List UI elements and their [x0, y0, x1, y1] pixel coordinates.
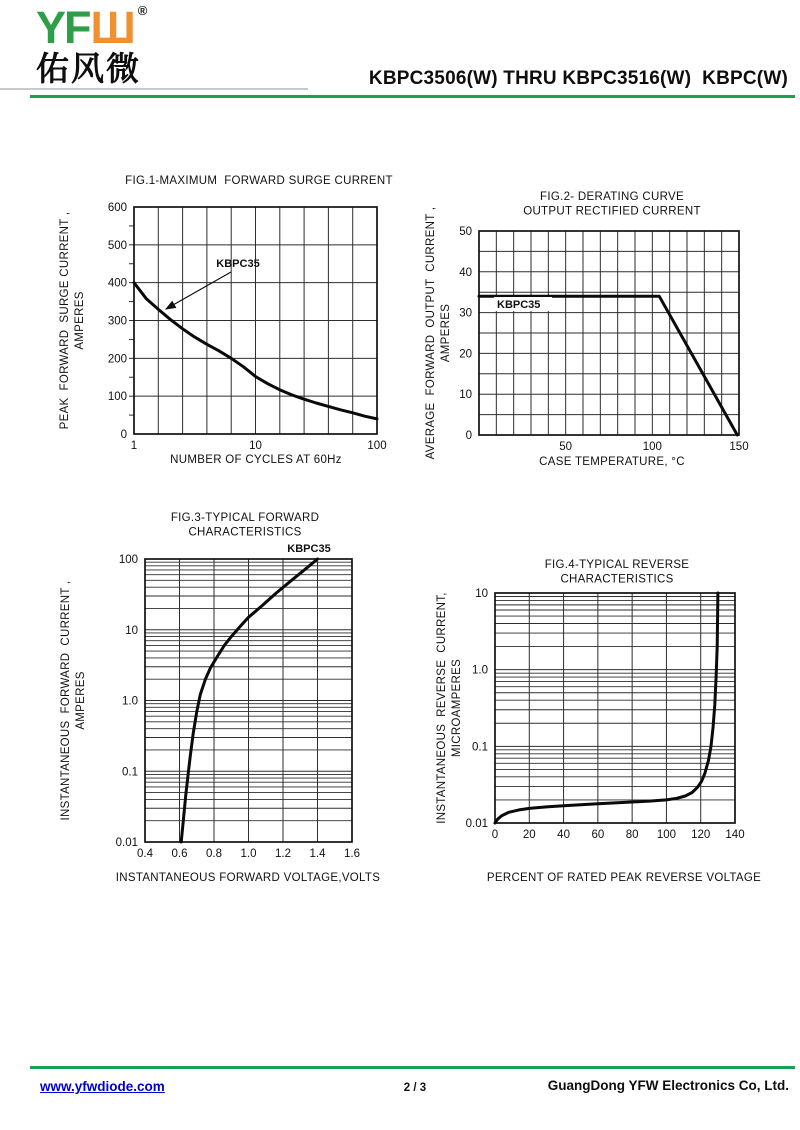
- fig3-chart: [60, 512, 380, 884]
- fig3-x-tick-label: 1.2: [275, 848, 291, 860]
- fig3-ylabel: INSTANTANEOUS FORWARD CURRENT ,: [60, 580, 72, 821]
- fig4-ylabel: MICROAMPERES: [451, 658, 463, 758]
- fig2-series-label: KBPC35: [497, 299, 541, 311]
- fig1-title: FIG.1-MAXIMUM FORWARD SURGE CURRENT: [125, 175, 393, 187]
- fig4-x-tick-label: 40: [557, 829, 570, 841]
- fig4-xlabel: PERCENT OF RATED PEAK REVERSE VOLTAGE: [486, 872, 762, 884]
- fig1-y-tick-label: 200: [107, 353, 127, 366]
- fig2-y-tick-label: 50: [459, 226, 472, 238]
- fig3-title: FIG.3-TYPICAL FORWARD: [170, 512, 320, 524]
- fig4-x-tick-label: 120: [691, 829, 711, 841]
- website-link[interactable]: www.yfwdiode.com: [40, 1079, 165, 1094]
- fig2-xlabel: CASE TEMPERATURE, °C: [539, 456, 685, 468]
- fig3-x-tick-label: 1.4: [309, 848, 326, 860]
- fig2-y-tick-label: 30: [459, 307, 472, 320]
- fig2-ylabel: AMPERES: [440, 303, 452, 363]
- fig3-series-label: KBPC35: [287, 543, 331, 555]
- fig1-annotation-arrow: [166, 272, 231, 309]
- fig1-y-tick-label: 500: [107, 239, 127, 252]
- fig4-ylabel: INSTANTANEOUS REVERSE CURRENT,: [436, 592, 448, 824]
- fig4-title: FIG.4-TYPICAL REVERSE: [544, 559, 690, 571]
- fig4-y-tick-label: 10: [475, 588, 488, 600]
- fig3-y-tick-label: 100: [118, 554, 138, 566]
- fig2-y-tick-label: 0: [465, 430, 472, 442]
- fig1-x-tick-label: 1: [130, 440, 138, 452]
- fig1-ylabel: AMPERES: [74, 291, 86, 350]
- fig1-series-label: KBPC35: [216, 258, 260, 270]
- page-number: 2 / 3: [403, 1082, 427, 1094]
- fig4-title: CHARACTERISTICS: [560, 573, 674, 586]
- fig2-y-tick-label: 20: [459, 348, 472, 361]
- fig4-chart: [436, 559, 761, 884]
- fig4-x-tick-label: 20: [522, 829, 536, 841]
- fig3-xlabel: INSTANTANEOUS FORWARD VOLTAGE,VOLTS: [115, 872, 381, 884]
- fig2-ylabel: AVERAGE FORWARD OUTPUT CURRENT ,: [425, 206, 437, 460]
- fig4-x-tick-label: 0: [491, 829, 499, 841]
- fig3-x-tick-label: 0.4: [137, 848, 153, 860]
- fig4-y-tick-label: 0.01: [465, 818, 488, 830]
- footer-rule-green: [30, 1066, 795, 1069]
- fig2-x-tick-label: 150: [729, 441, 749, 453]
- fig3-title: CHARACTERISTICS: [188, 526, 302, 539]
- fig2-y-tick-label: 40: [459, 266, 472, 279]
- fig3-x-tick-label: 1.6: [344, 848, 360, 860]
- fig3-x-tick-label: 0.6: [171, 848, 188, 860]
- fig3-y-tick-label: 10: [125, 624, 138, 637]
- fig2-x-tick-label: 100: [642, 441, 662, 453]
- fig2-title: OUTPUT RECTIFIED CURRENT: [523, 205, 701, 218]
- fig1-y-tick-label: 300: [107, 315, 127, 328]
- logo-text-yf: YF: [36, 2, 90, 53]
- fig1-xlabel: NUMBER OF CYCLES AT 60Hz: [170, 454, 342, 466]
- fig4-curve: [495, 593, 718, 823]
- fig4-x-tick-label: 60: [591, 829, 605, 841]
- company-name: GuangDong YFW Electronics Co, Ltd.: [547, 1078, 789, 1093]
- fig4-y-tick-label: 1.0: [472, 664, 488, 677]
- fig2-chart: [425, 191, 749, 468]
- fig1-y-tick-label: 100: [107, 391, 127, 404]
- fig1-x-tick-label: 100: [367, 440, 387, 452]
- fig4-x-tick-label: 140: [725, 829, 745, 841]
- fig1-ylabel: PEAK FORWARD SURGE CURRENT ,: [59, 211, 71, 430]
- fig4-x-tick-label: 100: [656, 829, 677, 841]
- fig3-y-tick-label: 0.1: [122, 766, 138, 779]
- fig1-y-tick-label: 0: [120, 429, 127, 441]
- fig2-x-tick-label: 50: [559, 441, 573, 453]
- fig3-y-tick-label: 0.01: [115, 837, 138, 849]
- fig1-chart: [59, 175, 393, 466]
- fig2-title: FIG.2- DERATING CURVE: [540, 191, 684, 203]
- fig3-x-tick-label: 1.0: [240, 848, 257, 860]
- fig3-ylabel: AMPERES: [75, 671, 87, 730]
- fig3-y-tick-label: 1.0: [122, 695, 138, 708]
- registered-trademark-icon: ®: [137, 3, 148, 18]
- logo-mark-icon: Ш: [90, 2, 136, 53]
- fig3-x-tick-label: 0.8: [206, 848, 222, 860]
- fig4-y-tick-label: 0.1: [472, 741, 488, 754]
- fig4-x-tick-label: 80: [625, 829, 639, 841]
- fig1-y-tick-label: 400: [107, 277, 127, 290]
- fig2-y-tick-label: 10: [459, 389, 472, 402]
- fig1-y-tick-label: 600: [107, 202, 127, 214]
- logo-chinese-name: 佑风微: [36, 50, 141, 87]
- fig1-x-tick-label: 10: [249, 440, 262, 452]
- document-title: KBPC3506(W) THRU KBPC3516(W) KBPC(W): [368, 68, 788, 89]
